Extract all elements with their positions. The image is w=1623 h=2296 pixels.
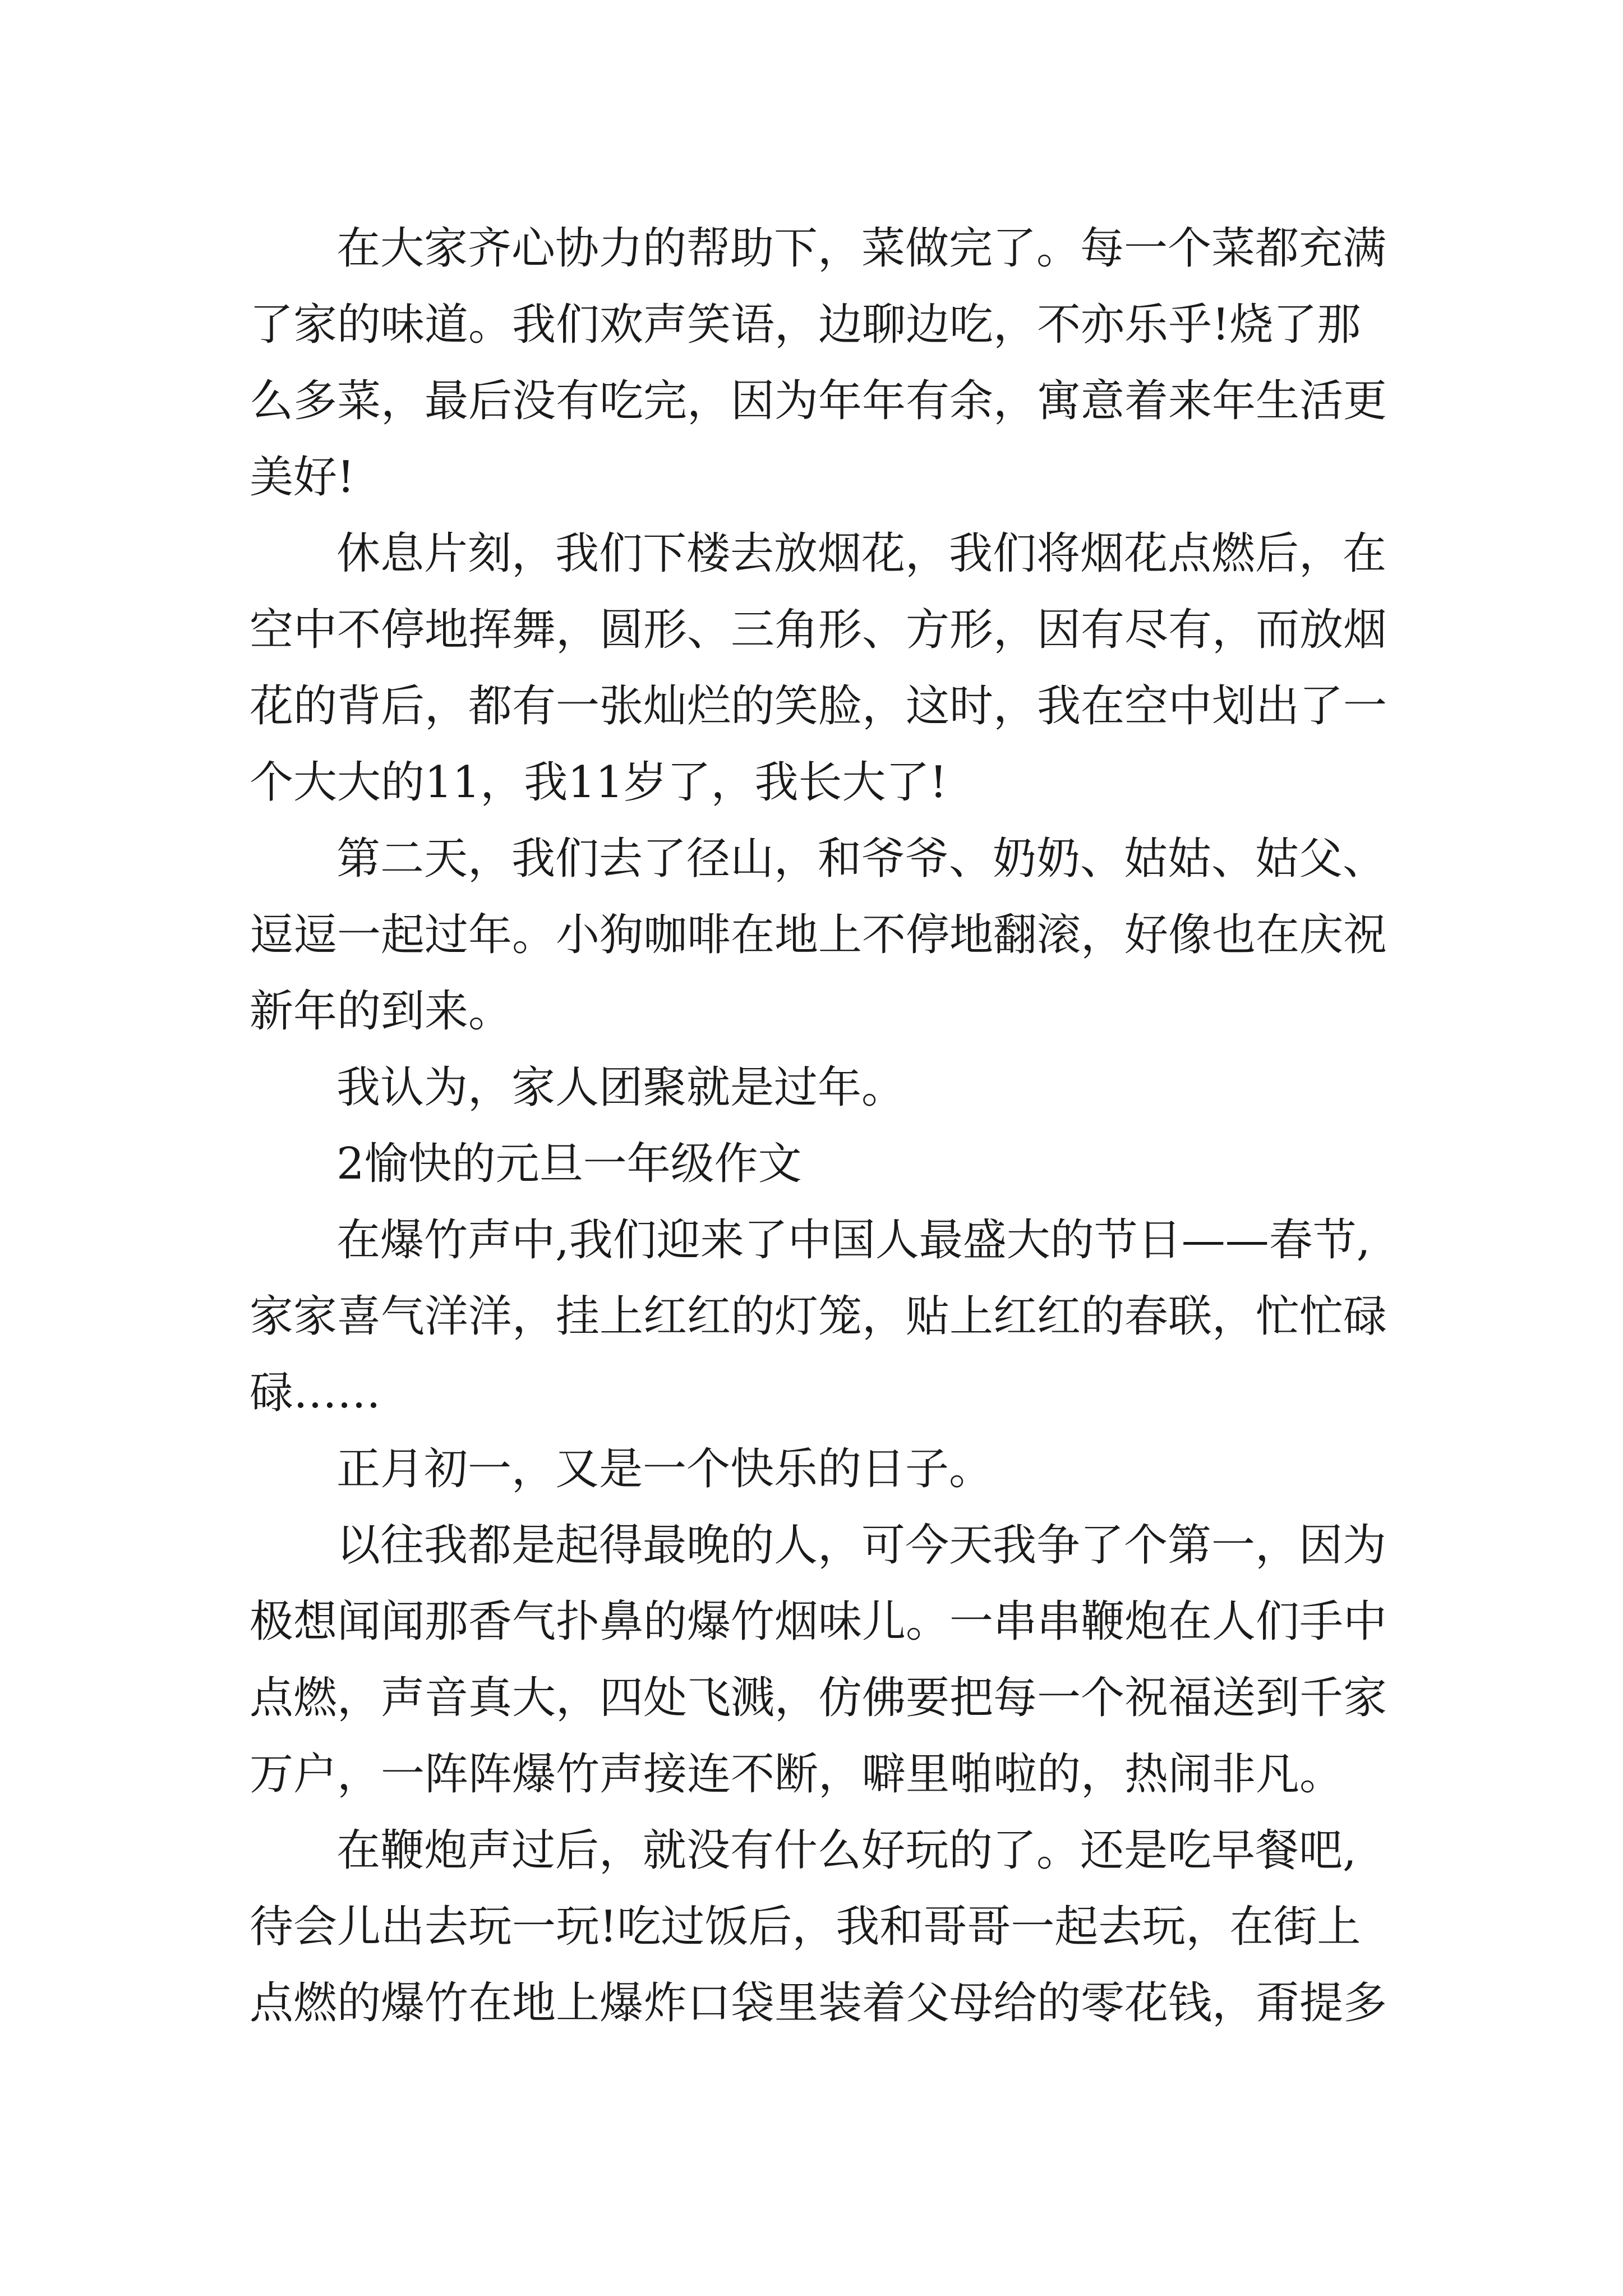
paragraph-line: 休息片刻，我们下楼去放烟花，我们将烟花点燃后，在	[336, 528, 1387, 579]
paragraph-line: 碌……	[250, 1368, 381, 1418]
paragraph-line: 待会儿出去玩一玩!吃过饭后，我和哥哥一起去玩，在街上	[250, 1902, 1361, 1952]
paragraph-line: 极想闻闻那香气扑鼻的爆竹烟味儿。一串串鞭炮在人们手中	[250, 1596, 1387, 1647]
paragraph-line: 么多菜，最后没有吃完，因为年年有余，寓意着来年生活更	[250, 376, 1387, 426]
paragraph-line: 以往我都是起得最晚的人，可今天我争了个第一，因为	[336, 1520, 1387, 1571]
paragraph-line: 花的背后，都有一张灿烂的笑脸，这时，我在空中划出了一	[250, 681, 1387, 731]
paragraph-line: 点燃，声音真大，四处飞溅，仿佛要把每一个祝福送到千家	[250, 1673, 1387, 1723]
paragraph-line: 点燃的爆竹在地上爆炸口袋里装着父母给的零花钱，甭提多	[250, 1978, 1387, 2028]
paragraph-line: 在大家齐心协力的帮助下，菜做完了。每一个菜都充满	[336, 223, 1387, 274]
paragraph-line: 逗逗一起过年。小狗咖啡在地上不停地翻滚，好像也在庆祝	[250, 910, 1387, 960]
paragraph-line: 在爆竹声中,我们迎来了中国人最盛大的节日——春节,	[336, 1215, 1371, 1266]
paragraph-line: 我认为，家人团聚就是过年。	[336, 1062, 906, 1113]
paragraph-line: 第二天，我们去了径山，和爷爷、奶奶、姑姑、姑父、	[336, 834, 1387, 884]
paragraph-line: 了家的味道。我们欢声笑语，边聊边吃，不亦乐乎!烧了那	[250, 300, 1361, 350]
paragraph-line: 万户，一阵阵爆竹声接连不断，噼里啪啦的，热闹非凡。	[250, 1749, 1344, 1800]
section-heading: 2愉快的元旦一年级作文	[336, 1139, 802, 1189]
paragraph-line: 美好!	[250, 452, 355, 503]
paragraph-line: 在鞭炮声过后，就没有什么好玩的了。还是吃早餐吧,	[336, 1825, 1357, 1876]
paragraph-line: 新年的到来。	[250, 986, 513, 1037]
paragraph-line: 个大大的11，我11岁了，我长大了!	[250, 757, 947, 808]
paragraph-line: 家家喜气洋洋，挂上红红的灯笼，贴上红红的春联，忙忙碌	[250, 1291, 1387, 1342]
paragraph-line: 正月初一，又是一个快乐的日子。	[336, 1444, 993, 1494]
paragraph-line: 空中不停地挥舞，圆形、三角形、方形，因有尽有，而放烟	[250, 605, 1387, 655]
